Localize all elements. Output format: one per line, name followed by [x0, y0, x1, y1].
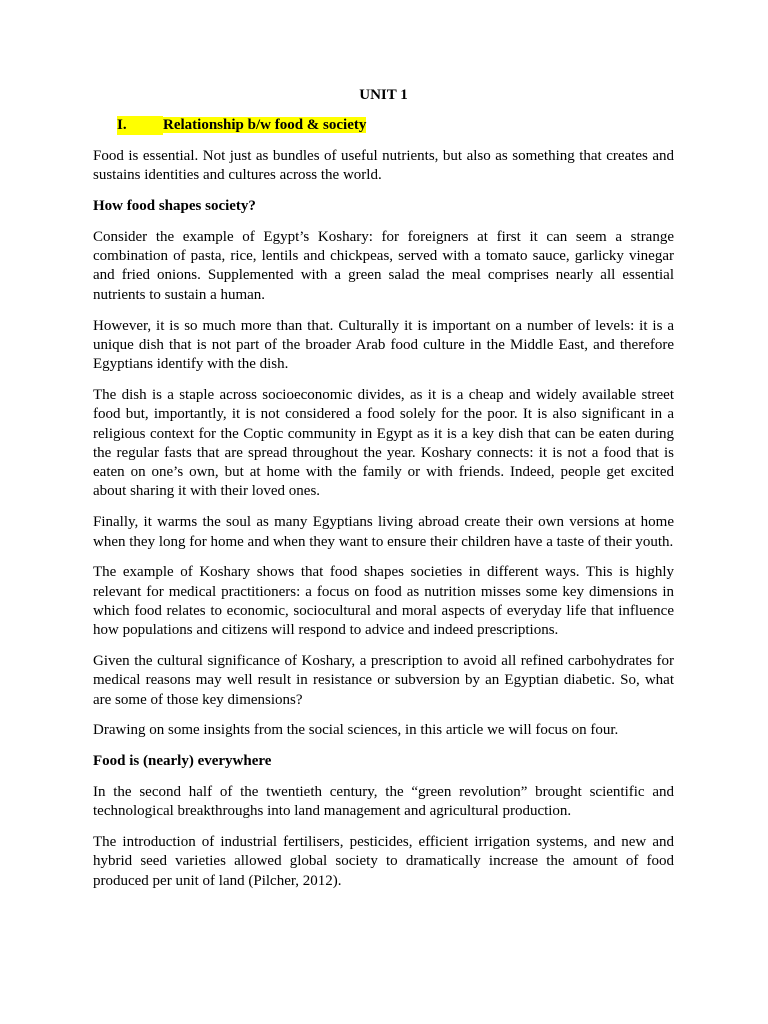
- paragraph: Given the cultural significance of Koshary, a prescription to avoid all refined carbohydrates for medical reasons may well result in resistance or subversion by an Egyptian diabetic. So, what are some of those key dimensions?: [93, 653, 674, 708]
- subheading: How food shapes society?: [93, 198, 256, 215]
- paragraph: Food is essential. Not just as bundles of useful nutrients, but also as something that creates and sustains identities and cultures across the world.: [93, 148, 674, 184]
- paragraph: The introduction of industrial fertilisers, pesticides, efficient irrigation systems, and new and hybrid seed varieties allowed global society to dramatically increase the amount of food produced per unit of land (Pilcher, 2012).: [93, 834, 674, 889]
- paragraph: The example of Koshary shows that food shapes societies in different ways. This is highly relevant for medical practitioners: a focus on food as nutrition misses some key dimensions in which food relates to economic, sociocultural and moral aspects of everyday life that influence how populations and citizens will respond to advice and indeed prescriptions.: [93, 564, 674, 639]
- subheading: Food is (nearly) everywhere: [93, 753, 272, 770]
- paragraph: However, it is so much more than that. Culturally it is important on a number of levels: it is a unique dish that is not part of the broader Arab food culture in the Middle East, and therefore Egyptians identify with the dish.: [93, 317, 674, 373]
- section-title: Relationship b/w food & society: [163, 117, 367, 133]
- paragraph: Consider the example of Egypt’s Koshary: for foreigners at first it can seem a strange combination of pasta, rice, lentils and chickpeas, served with a tomato sauce, garlicky vinegar and fried onions. Supplemented with a green salad the meal comprises nearly all essential nutrients to sustain a human.: [93, 228, 674, 303]
- paragraph: Drawing on some insights from the social sciences, in this article we will focus on four.: [93, 722, 619, 739]
- section-heading: [93, 116, 674, 136]
- paragraph: In the second half of the twentieth century, the “green revolution” brought scientific and technological breakthroughs into land management and agricultural production.: [93, 784, 674, 820]
- unit-title: UNIT 1: [359, 87, 408, 103]
- paragraph: The dish is a staple across socioeconomic divides, as it is a cheap and widely available street food but, importantly, it is not considered a food solely for the poor. It is also significant in a religious context for the Coptic community in Egypt as it is a key dish that can be eaten during the regular fasts that are spread throughout the year. Koshary connects: it is not a food that is eaten on one’s own, but at home with the family or with friends. Indeed, people get excited about sharing it with their loved ones.: [93, 386, 674, 500]
- document-page: [93, 86, 674, 903]
- section-number: I.: [117, 116, 163, 135]
- paragraph: Finally, it warms the soul as many Egyptians living abroad create their own versions at home when they long for home and when they want to ensure their children have a taste of their youth.: [93, 514, 674, 550]
